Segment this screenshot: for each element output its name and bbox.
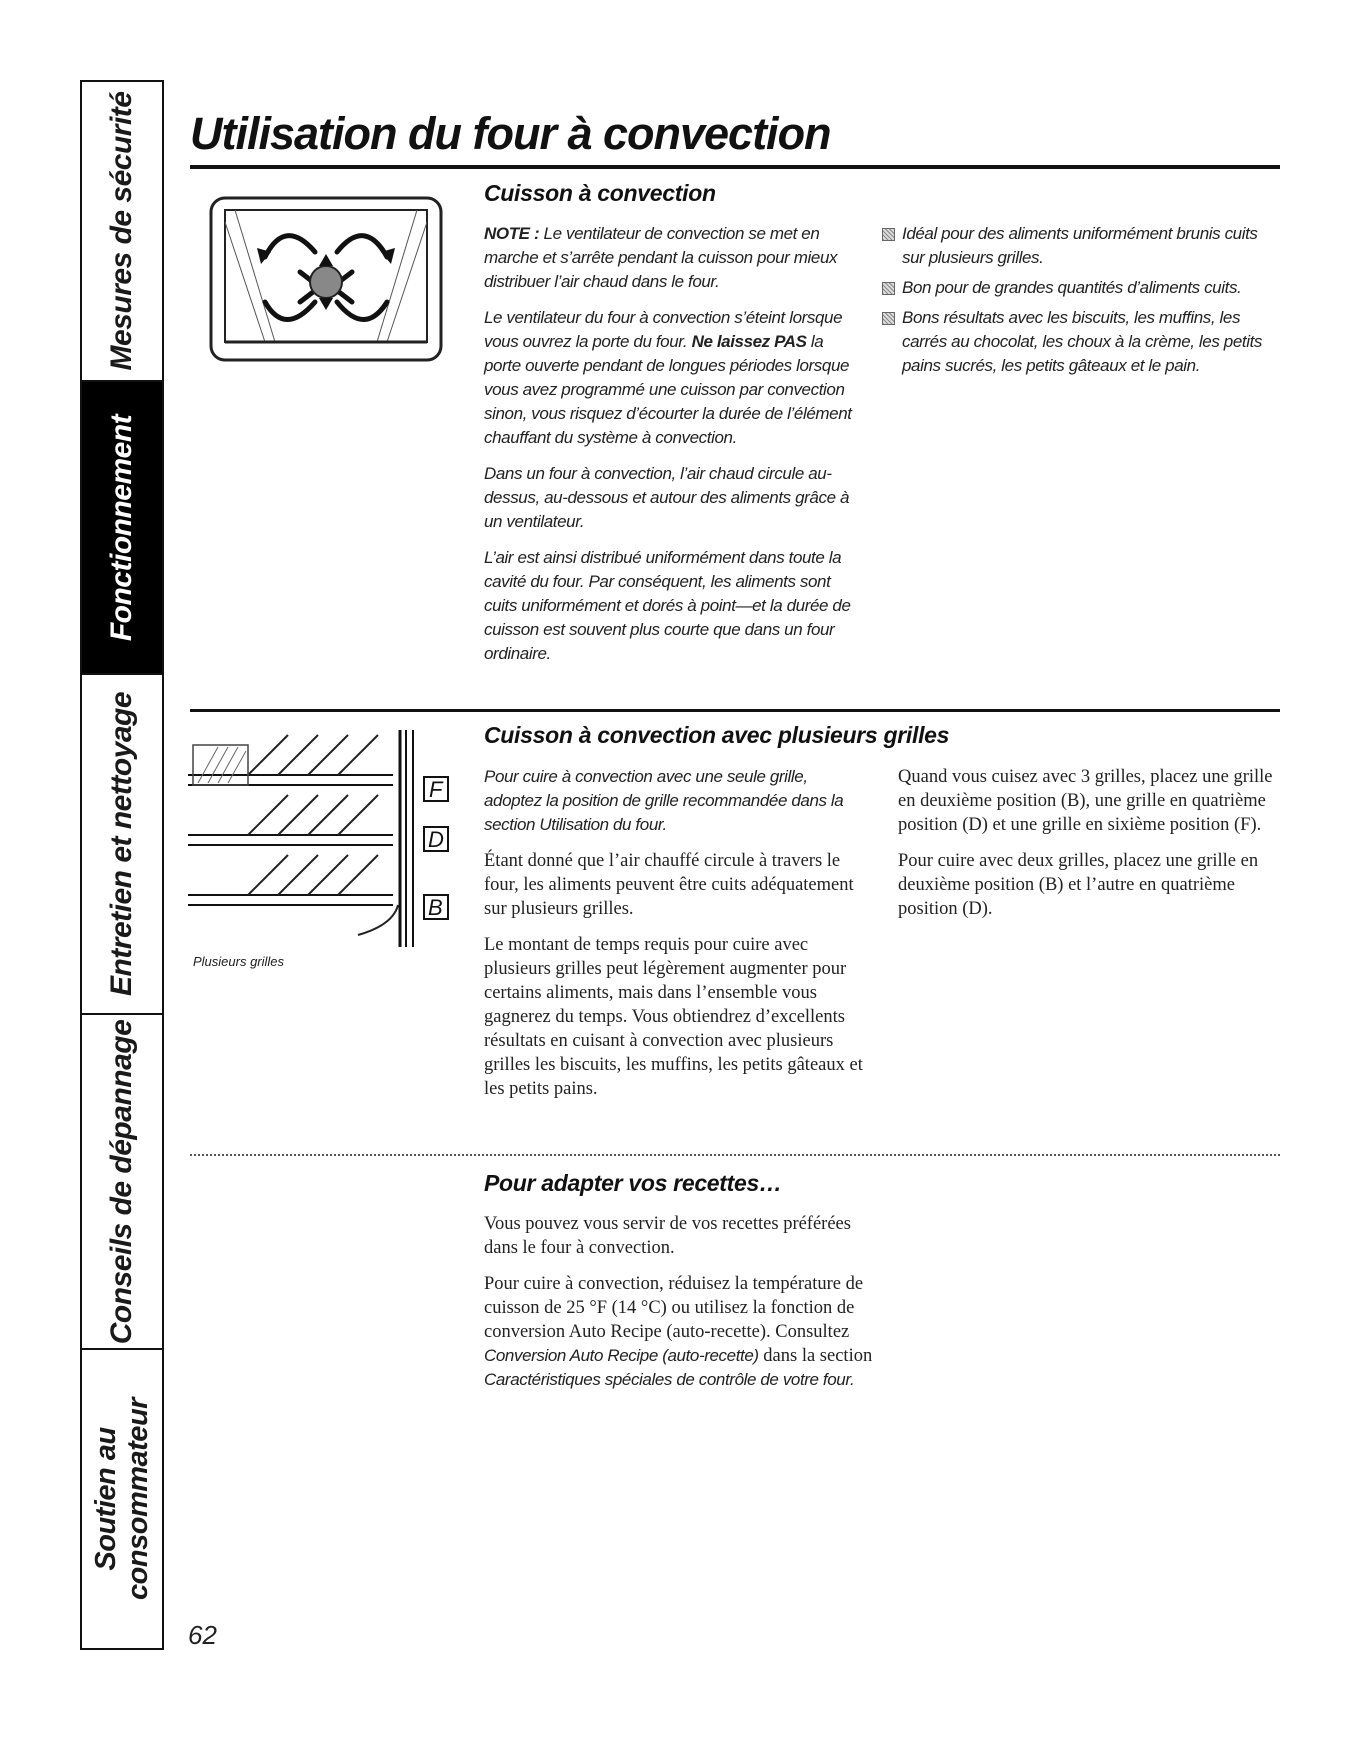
fan-door-text-c: la porte ouverte pendant de longues périodes lorsque vous avez programmé une cuisson par convection sinon, vous risquez d’écourter la durée de l’élément chauffant du système à convection. <box>484 332 852 447</box>
list-item-text: Bon pour de grandes quantités d’aliments cuits. <box>902 278 1242 297</box>
fan-door-text-b: Ne laissez PAS <box>691 332 807 351</box>
three-racks-paragraph: Quand vous cuisez avec 3 grilles, placez une grille en deuxième position (B), une grille en quatrième position (D) et une grille en sixième position (F). <box>898 767 1273 835</box>
single-rack-paragraph: Pour cuire à convection avec une seule grille, adoptez la position de grille recommandée dans la section Utilisation du four. <box>484 767 844 834</box>
note-text: Le ventilateur de convection se met en marche et s’arrête pendant la cuisson pour mieux distribuer l’air chaud dans le four. <box>484 224 838 291</box>
figure-caption: Plusieurs grilles <box>193 954 285 969</box>
reduce-temperature-text-c: dans la section <box>758 1346 873 1366</box>
side-tab-safety-label: Mesures de sécurité <box>105 91 138 371</box>
fan-door-paragraph <box>484 306 864 450</box>
side-tab-operation[interactable] <box>82 382 162 675</box>
title-rule <box>190 165 1280 169</box>
list-item <box>882 306 1272 378</box>
rack-label-f: F <box>429 777 443 802</box>
note-paragraph <box>484 222 864 294</box>
convection-benefits-list <box>882 222 1272 384</box>
convection-oven-illustration <box>205 192 450 372</box>
side-tab-column <box>80 80 164 1650</box>
list-item-text: Idéal pour des aliments uniformément brunis cuits sur plusieurs grilles. <box>902 224 1258 267</box>
multi-rack-text <box>484 765 864 1113</box>
note-label: NOTE : <box>484 224 540 243</box>
side-tab-operation-label: Fonctionnement <box>105 414 138 641</box>
side-tab-troubleshooting[interactable] <box>82 1015 162 1350</box>
reduce-temperature-text-b: Conversion Auto Recipe (auto-recette) <box>484 1346 759 1365</box>
side-tab-care-cleaning[interactable] <box>82 675 162 1015</box>
side-tab-troubleshooting-label: Conseils de dépannage <box>105 1019 138 1344</box>
bullet-icon <box>882 228 895 241</box>
time-paragraph: Le montant de temps requis pour cuire avec plusieurs grilles peut légèrement augmenter pour certains aliments, mais dans l’ensemble vous gagnerez du temps. Vous obtiendrez d’excellents résultats en cuisant à convection avec plusieurs grilles les biscuits, les muffins, les petits gâteaux et les petits pains. <box>484 935 863 1099</box>
page-number: 62 <box>188 1620 217 1650</box>
page-title: Utilisation du four à convection <box>190 108 831 159</box>
bullet-icon <box>882 282 895 295</box>
reduce-temperature-text-d: Caractéristiques spéciales de contrôle de votre four. <box>484 1370 855 1389</box>
list-item <box>882 222 1272 270</box>
fan-door-text-a: Le ventilateur du four à convection s’éteint lorsque vous ouvrez la porte du four. <box>484 308 843 351</box>
list-item <box>882 276 1272 300</box>
list-item-text: Bons résultats avec les biscuits, les muffins, les carrés au chocolat, les choux à la crème, les petits pains sucrés, les petits gâteaux et le pain. <box>902 308 1262 375</box>
hot-air-paragraph: Dans un four à convection, l’air chaud circule au-dessus, au-dessous et autour des aliments grâce à un ventilateur. <box>484 464 850 531</box>
side-tab-consumer-support-line2: consommateur <box>122 1398 154 1600</box>
adapt-recipes-text <box>484 1212 874 1404</box>
section-divider <box>190 709 1280 712</box>
section-heading-convection-baking: Cuisson à convection <box>484 180 716 206</box>
side-tab-consumer-support[interactable] <box>82 1350 162 1648</box>
section-heading-multi-rack: Cuisson à convection avec plusieurs grilles <box>484 722 950 748</box>
uniform-paragraph: L’air est ainsi distribué uniformément dans toute la cavité du four. Par conséquent, les aliments sont cuits uniformément et dorés à point—et la durée de cuisson est souvent plus courte que dans un four ordinaire. <box>484 548 851 663</box>
rack-positions-text <box>898 765 1278 933</box>
rack-label-d: D <box>428 827 444 852</box>
side-tab-care-cleaning-label: Entretien et nettoyage <box>105 691 138 997</box>
two-racks-paragraph: Pour cuire avec deux grilles, placez une grille en deuxième position (B) et l’autre en quatrième position (D). <box>898 851 1259 919</box>
section-divider-dotted <box>190 1154 1280 1156</box>
side-tab-consumer-support-label <box>90 1398 154 1600</box>
side-tab-safety[interactable] <box>82 82 162 382</box>
heated-air-paragraph: Étant donné que l’air chauffé circule à travers le four, les aliments peuvent être cuits adéquatement sur plusieurs grilles. <box>484 851 854 919</box>
reduce-temperature-text-a: Pour cuire à convection, réduisez la température de cuisson de 25 °F (14 °C) ou utilisez la fonction de conversion Auto Recipe (auto-recette). Consultez <box>484 1274 864 1342</box>
convection-baking-text <box>484 222 864 678</box>
rack-label-b: B <box>428 895 443 920</box>
bullet-icon <box>882 312 895 325</box>
multiple-racks-illustration <box>188 725 453 950</box>
favorite-recipes-paragraph: Vous pouvez vous servir de vos recettes préférées dans le four à convection. <box>484 1214 851 1258</box>
reduce-temperature-paragraph <box>484 1272 874 1392</box>
section-heading-adapt-recipes: Pour adapter vos recettes… <box>484 1170 782 1196</box>
side-tab-consumer-support-line1: Soutien au <box>90 1427 122 1571</box>
